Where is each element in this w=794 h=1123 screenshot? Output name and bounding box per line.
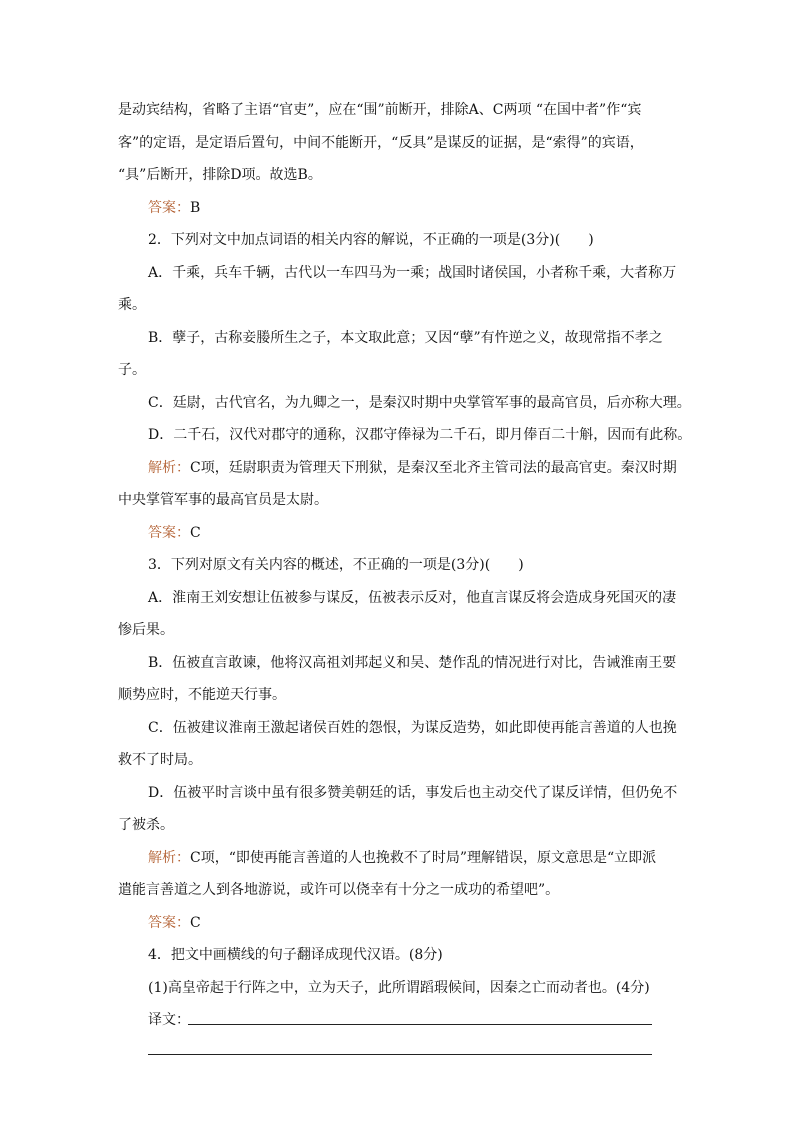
answer-value: C (190, 525, 201, 541)
answer-value: B (190, 200, 201, 216)
q3-option-c-line-2: 救不了时局。 (118, 752, 202, 768)
question-2-stem: 2．下列对文中加点词语的相关内容的解说，不正确的一项是(3分)( ) (148, 232, 594, 248)
q2-analysis-line-1 (148, 453, 718, 483)
answer-2 (148, 518, 718, 548)
q3-option-b-line-1: B．伍被直言敢谏，他将汉高祖刘邦起义和吴、楚作乱的情况进行对比，告诫淮南王要 (148, 655, 677, 671)
intro-line-3: “具”后断开，排除D项。故选B。 (118, 167, 322, 183)
intro-line-1: 是动宾结构，省略了主语“官吏”，应在“围”前断开，排除A、C两项 “在国中者”作“宾 (118, 102, 642, 118)
analysis-label: 解析： (148, 460, 190, 476)
answer-1 (148, 193, 718, 223)
q2-option-d: D．二千石，汉代对郡守的通称，汉郡守俸禄为二千石，即月俸百二十斛，因而有此称。 (148, 427, 692, 443)
q3-option-d-line-1: D．伍被平时言谈中虽有很多赞美朝廷的话，事发后也主动交代了谋反详情，但仍免不 (148, 785, 678, 801)
q3-option-a-line-2: 惨后果。 (118, 622, 174, 638)
analysis-label: 解析： (148, 850, 190, 866)
answer-value: C (190, 915, 201, 931)
q3-analysis-line-2: 遣能言善道之人到各地游说，或许可以侥幸有十分之一成功的希望吧”。 (118, 882, 560, 898)
q2-option-a-line-1: A．千乘，兵车千辆，古代以一车四马为一乘；战国时诸侯国，小者称千乘，大者称万 (148, 265, 677, 281)
q3-option-d-line-2: 了被杀。 (118, 817, 174, 833)
answer-label: 答案： (148, 200, 190, 216)
answer-label: 答案： (148, 525, 190, 541)
translation-answer-line-2[interactable] (148, 1054, 652, 1055)
analysis-text: C项，廷尉职责为管理天下刑狱，是秦汉至北齐主管司法的最高官吏。秦汉时期 (190, 460, 677, 476)
translation-answer-line-1[interactable] (188, 1024, 652, 1025)
q3-option-a-line-1: A．淮南王刘安想让伍被参与谋反，伍被表示反对，他直言谋反将会造成身死国灭的凄 (148, 590, 677, 606)
q3-option-b-line-2: 顺势应时，不能逆天行事。 (118, 687, 286, 703)
answer-3 (148, 908, 718, 938)
question-3-stem: 3．下列对原文有关内容的概述，不正确的一项是(3分)( ) (148, 557, 524, 573)
answer-label: 答案： (148, 915, 190, 931)
question-4-stem: 4．把文中画横线的句子翻译成现代汉语。(8分) (148, 947, 443, 963)
q2-option-b-line-2: 子。 (118, 362, 146, 378)
q2-option-c: C．廷尉，古代官名，为九卿之一，是秦汉时期中央掌管军事的最高官员，后亦称大理。 (148, 395, 691, 411)
q2-analysis-line-2: 中央掌管军事的最高官员是太尉。 (118, 492, 328, 508)
intro-line-2: 客”的定语，是定语后置句，中间不能断开，“反具”是谋反的证据，是“索得”的宾语， (118, 135, 644, 151)
analysis-text: C项，“即使再能言善道的人也挽救不了时局”理解错误，原文意思是“立即派 (190, 850, 657, 866)
q2-option-b-line-1: B．孽子，古称妾媵所生之子，本文取此意；又因“孽”有忤逆之义，故现常指不孝之 (148, 330, 663, 346)
q2-option-a-line-2: 乘。 (118, 297, 146, 313)
q4-subquestion-1: (1)高皇帝起于行阵之中，立为天子，此所谓蹈瑕候间，因秦之亡而动者也。(4分) (148, 980, 650, 996)
q3-analysis-line-1 (148, 843, 718, 873)
translation-label: 译文： (148, 1012, 190, 1028)
q3-option-c-line-1: C．伍被建议淮南王激起诸侯百姓的怨恨，为谋反造势，如此即使再能言善道的人也挽 (148, 720, 677, 736)
